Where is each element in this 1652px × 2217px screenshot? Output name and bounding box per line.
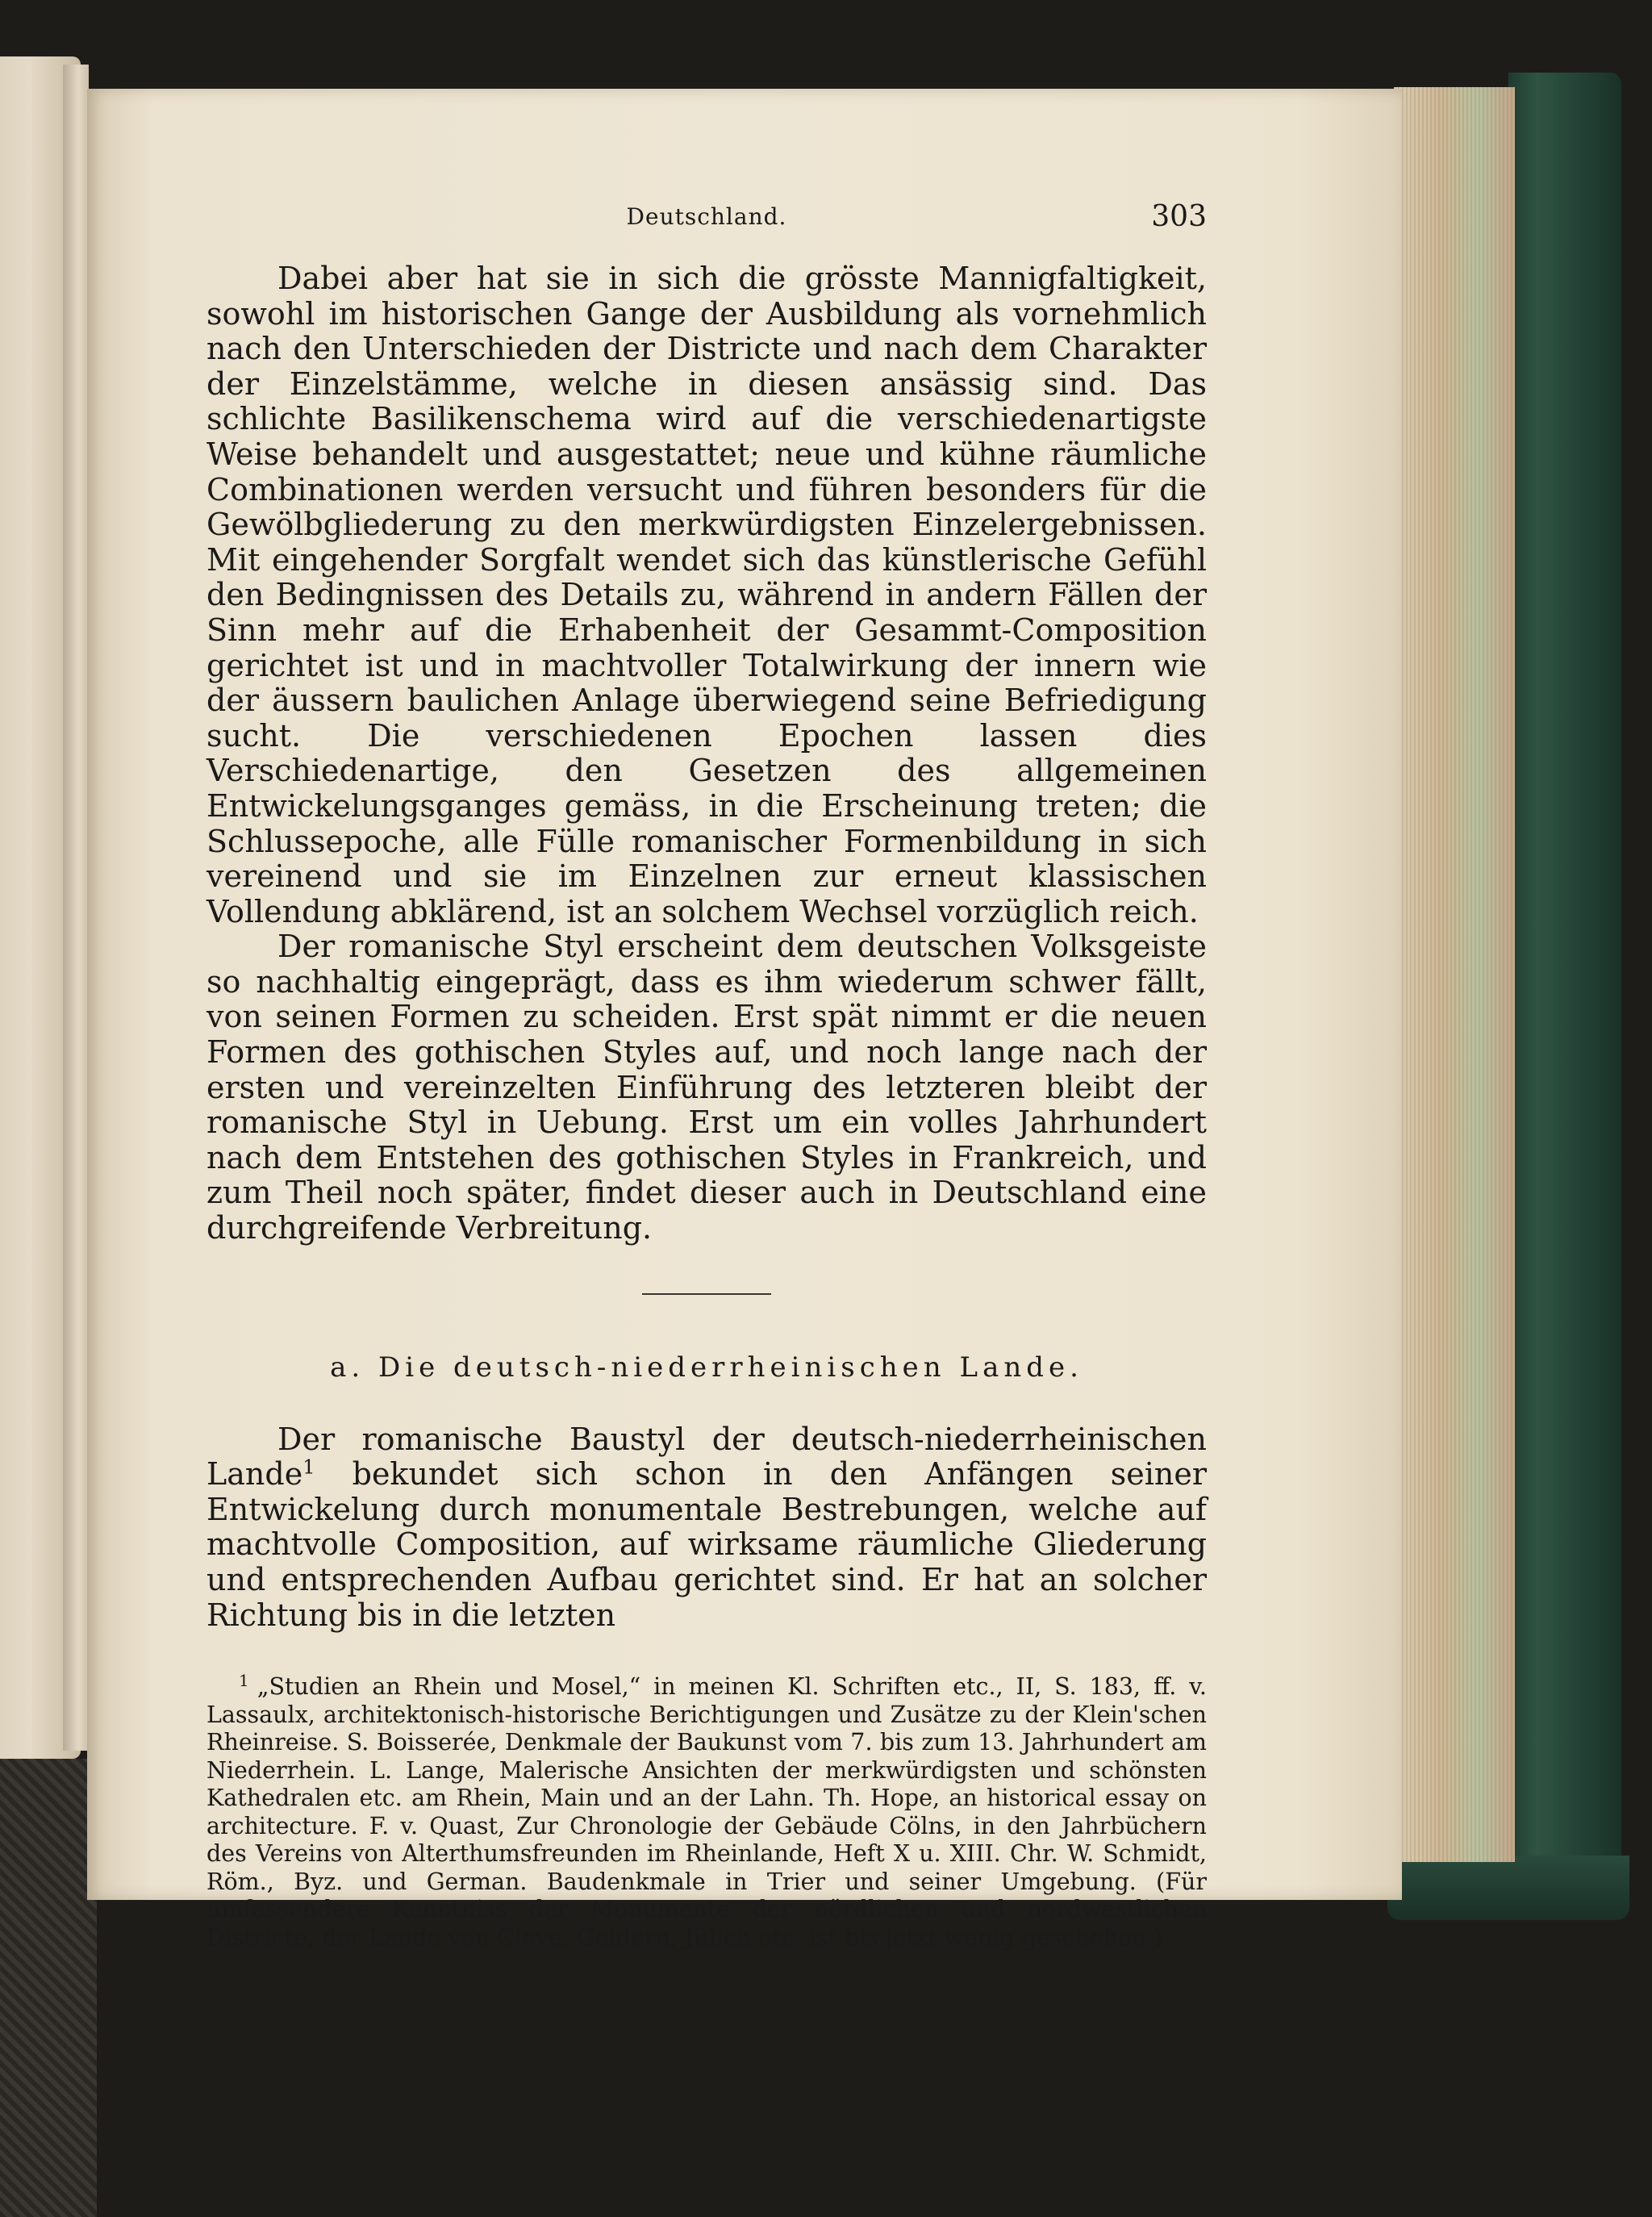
book-binding (1508, 73, 1621, 1912)
section-text (206, 1422, 1207, 1634)
section-heading: a. Die deutsch-niederrheinischen Lande. (330, 1351, 1083, 1384)
footnote-mark: 1 (239, 1670, 249, 1690)
section-divider (642, 1293, 771, 1295)
page-content (206, 200, 1207, 1952)
paragraph-1: Dabei aber hat sie in sich die grösste Mannigfaltigkeit, sowohl im historischen Gange der Ausbildung als vornehmlich nach den Unterschieden der Districte und nach dem Charakter der Einzelstämme, welche in diesen ansässig sind. Das schlichte Basilikenschema wird auf die verschiedenartigste Weise behandelt und ausgestattet; neue und kühne räumliche Combinationen werden versucht und führen besonders für die Gewölbgliederung zu den merkwürdigsten Einzelergebnissen. Mit eingehender Sorgfalt wendet sich das künstlerische Gefühl den Bedingnissen des Details zu, während in andern Fällen der Sinn mehr auf die Erhabenheit der Gesammt-Composition gerichtet ist und in machtvoller Totalwirkung der innern wie der äussern baulichen Anlage überwiegend seine Befriedigung sucht. Die verschiedenen Epochen lassen dies Verschiedenartige, den Gesetzen des allgemeinen Entwickelungsganges gemäss, in die Erscheinung treten; die Schlussepoche, alle Fülle romanischer Formenbildung in sich vereinend und sie im Einzelnen zur erneut klassischen Vollendung abklärend, ist an solchem Wechsel vorzüglich reich. (206, 261, 1207, 929)
body-text (206, 261, 1207, 1246)
section-paragraph-rest: bekundet sich schon in den Anfängen seiner Entwickelung durch monumentale Bestrebungen, welche auf machtvolle Composition, auf wirksame räumliche Gliederung und entsprechenden Aufbau gerichtet sind. Er hat an solcher Richtung bis in die letzten (206, 1456, 1207, 1633)
footnote-text-block (206, 1670, 1207, 1952)
running-head (206, 200, 1207, 244)
section-paragraph-start: Der romanische Baustyl der deutsch-niederrheinischen Lande (206, 1421, 1207, 1493)
paragraph-2: Der romanische Styl erscheint dem deutschen Volksgeiste so nachhaltig eingeprägt, dass es ihm wiederum schwer fällt, von seinen Formen zu scheiden. Erst spät nimmt er die neuen Formen des gothischen Styles auf, und noch lange nach der ersten und vereinzelten Einführung des letzteren bleibt der romanische Styl in Uebung. Erst um ein volles Jahrhundert nach dem Entstehen des gothischen Styles in Frankreich, und zum Theil noch später, findet dieser auch in Deutschland eine durchgreifende Verbreitung. (206, 929, 1207, 1246)
page-number: 303 (1151, 200, 1207, 233)
book-binding-bottom (1387, 1856, 1629, 1920)
cloth-background (0, 1759, 97, 2217)
footnote-text: „Studien an Rhein und Mosel,“ in meinen Kl. Schriften etc., II, S. 183, ff. v. Lassaulx, architektonisch-historische Berichtigungen und Zusätze zu der Klein'schen Rheinreise. S. Boisserée, Denkmale der Baukunst vom 7. bis zum 13. Jahrhundert am Niederrhein. L. Lange, Malerische Ansichten der merkwürdigsten und schönsten Kathedralen etc. am Rhein, Main und an der Lahn. Th. Hope, an historical essay on architecture. F. v. Quast, Zur Chronologie der Gebäude Cölns, in den Jahrbüchern des Vereins von Alterthumsfreunden im Rheinlande, Heft X u. XIII. Chr. W. Schmidt, Röm., Byz. und German. Baudenkmale in Trier und seiner Umgebung. (Für umfassendere Kenntniss der Monumente der nördlichen und nordwestlichen Districte, der Lande von Cleve, Geldern, Jülich etc. ist bis jetzt wenig geschehen.) (206, 1673, 1207, 1951)
section-paragraph (206, 1422, 1207, 1634)
gutter-shadow (63, 65, 89, 1751)
running-title: Deutschland. (626, 203, 787, 230)
footnote (206, 1670, 1207, 1952)
page-block-edges (1394, 87, 1515, 1862)
footnote-reference: 1 (302, 1455, 315, 1479)
